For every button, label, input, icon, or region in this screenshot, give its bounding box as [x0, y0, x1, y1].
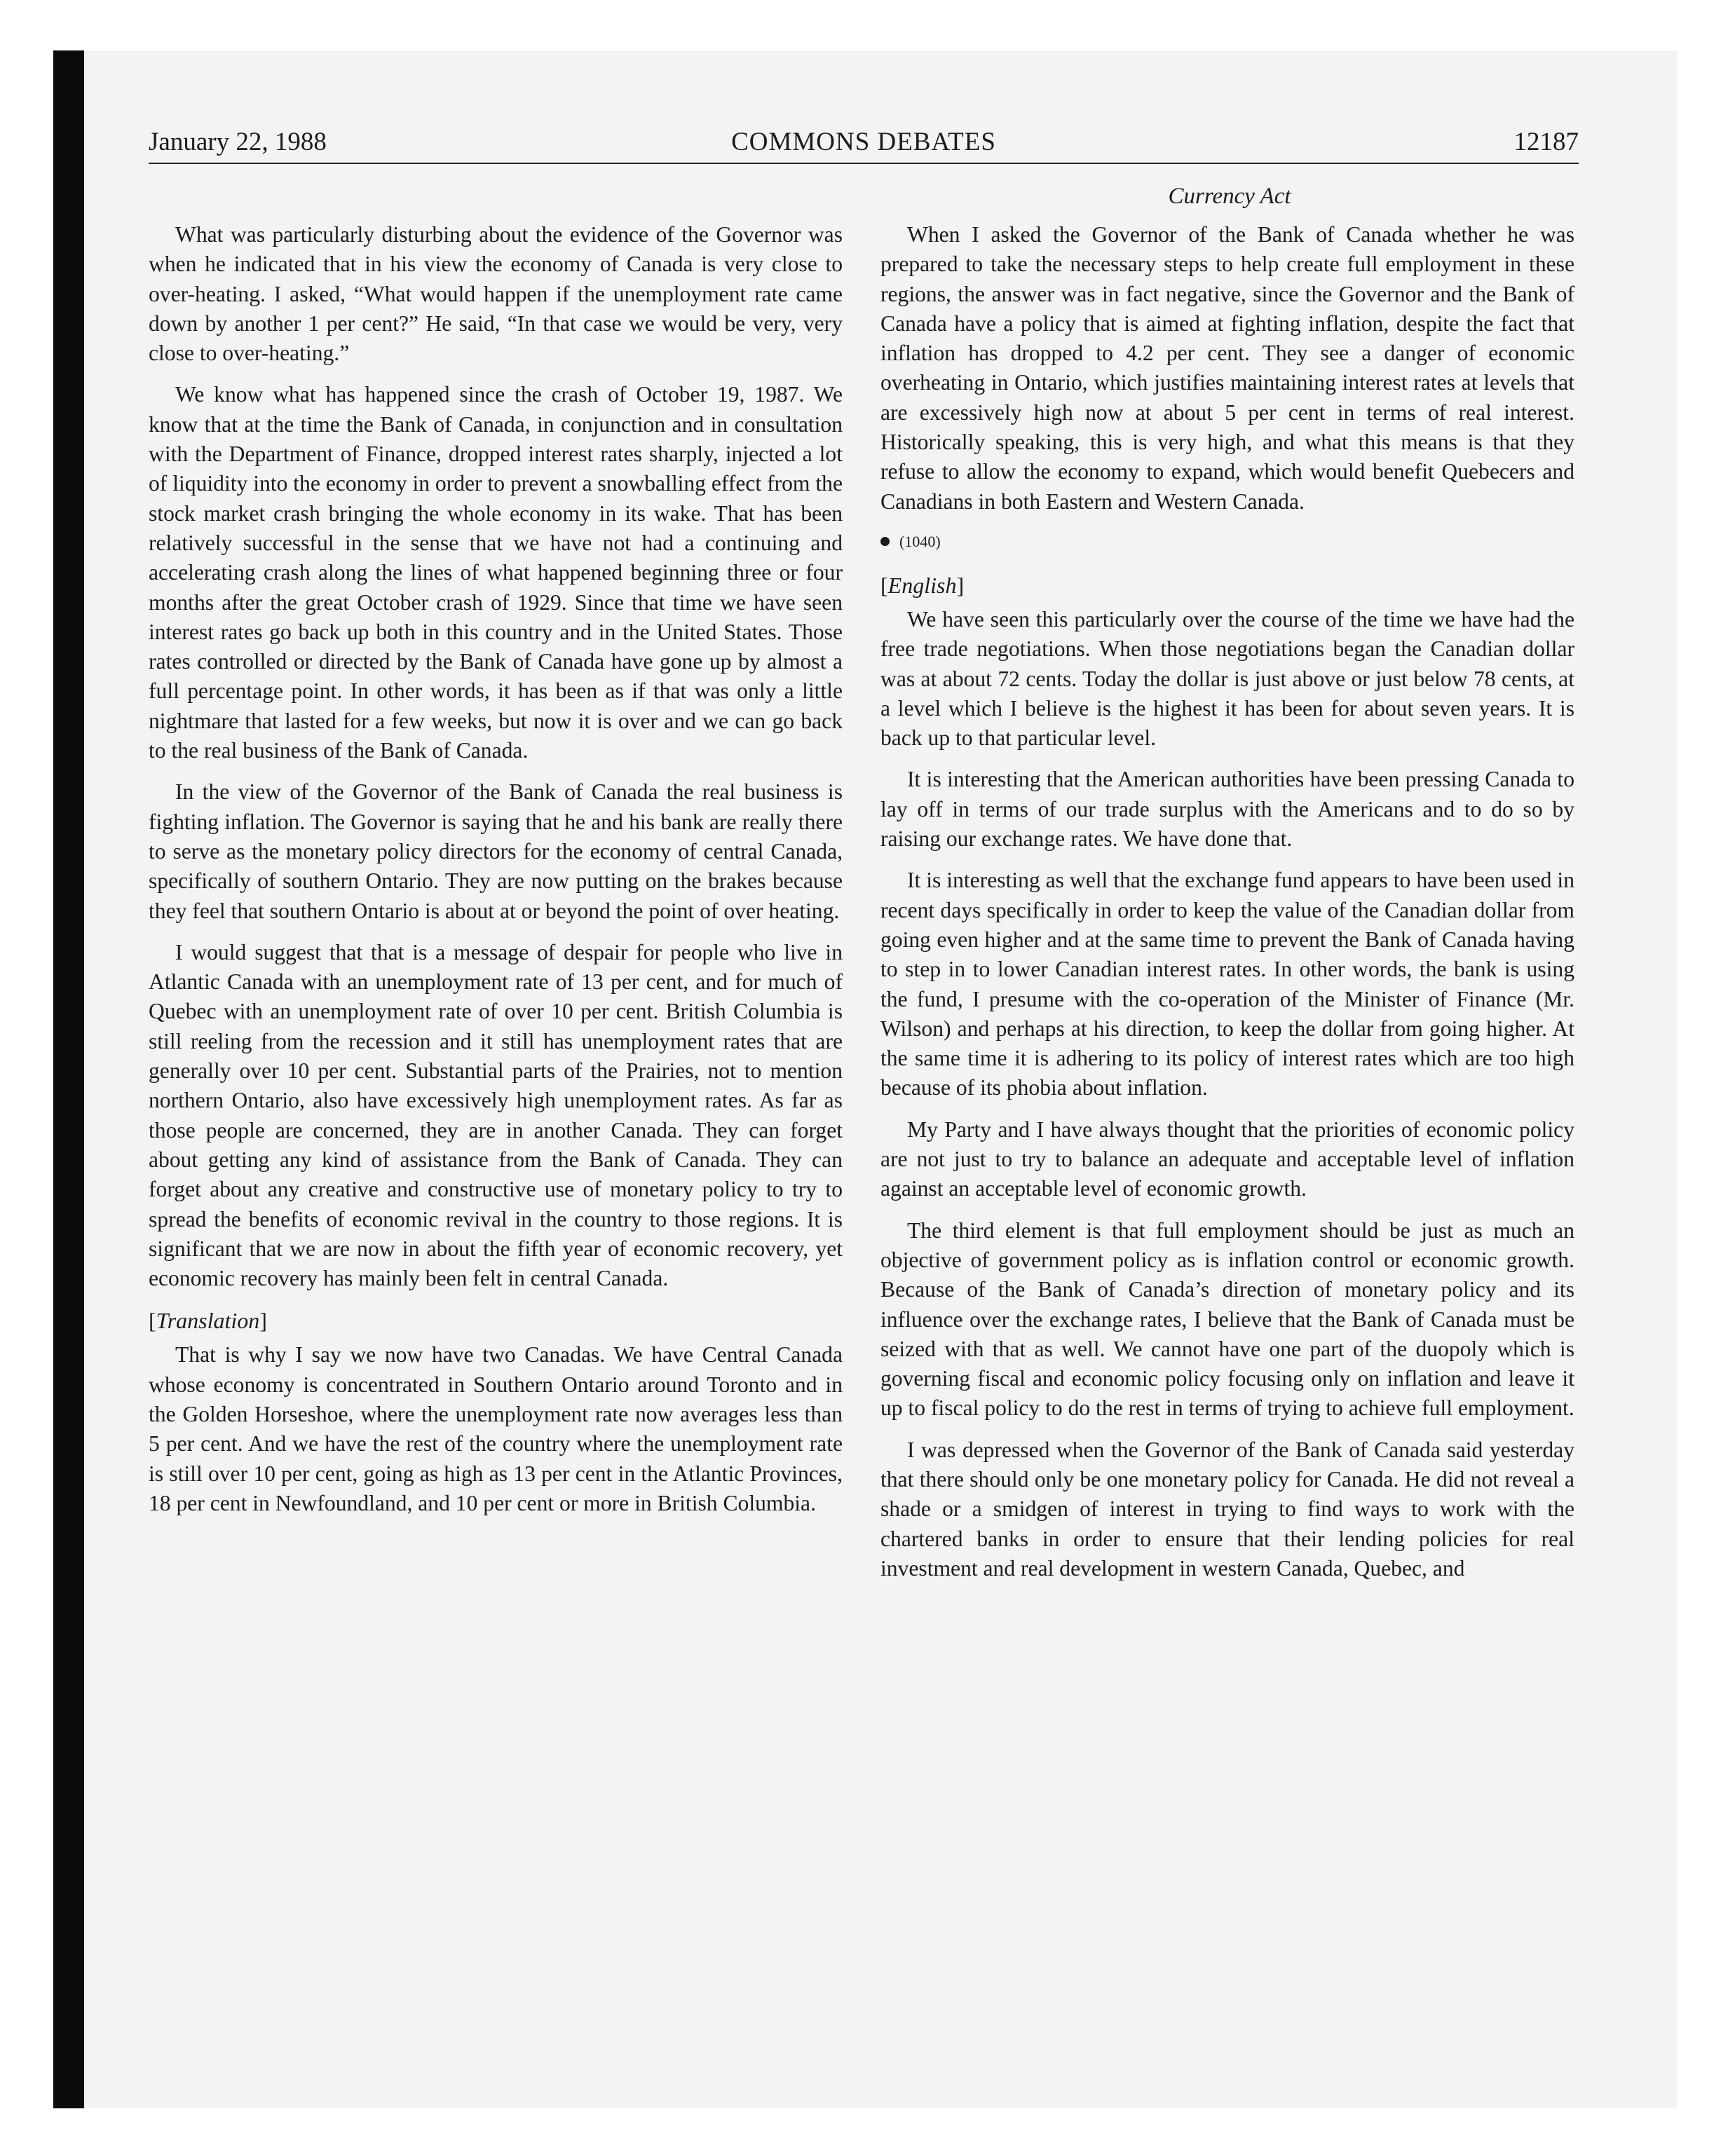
header-rule: [149, 163, 1579, 164]
right-column: [880, 220, 1574, 1595]
left-column: [149, 220, 843, 1530]
scan-binding-edge: [53, 50, 84, 2108]
paragraph: It is interesting that the American authorities have been pressing Canada to lay off in terms of our trade surplus with the Americans and to do so by raising our exchange rates. We have done that.: [880, 767, 1574, 852]
paragraph: In the view of the Governor of the Bank of Canada the real business is fighting inflation. The Governor is saying that he and his bank are really there to serve as the monetary policy directors for the economy of central Canada, specifically of southern Ontario. They are now putting on the brakes because they feel that southern Ontario is about at or beyond the point of over heating.: [149, 779, 843, 923]
time-marker-text: (1040): [899, 532, 941, 550]
paragraph: When I asked the Governor of the Bank of Canada whether he was prepared to take the necessary steps to help create full employment in these regions, the answer was in fact negative, since the Governor and the Bank of Canada have a policy that is aimed at fighting inflation, despite the fact that inflation has dropped to 4.2 per cent. They see a danger of economic overheating in Ontario, which justifies maintaining interest rates at levels that are excessively high now at about 5 per cent in terms of real interest. Historically speaking, this is very high, and what this means is that they refuse to allow the economy to expand, which would benefit Quebecers and Canadians in both Eastern and Western Canada.: [880, 222, 1574, 514]
page-header: [149, 125, 1579, 160]
paragraph: The third element is that full employment should be just as much an objective of government policy as is inflation control or economic growth. Because of the Bank of Canada’s direction of monetary policy and its influence over the exchange rates, I believe that the Bank of Canada must be seized with that as well. We cannot have one part of the duopoly which is governing fiscal and economic policy focusing only on inflation and leave it up to fiscal policy to do the rest in terms of trying to achieve full employment.: [880, 1217, 1574, 1421]
paragraph: We know what has happened since the crash of October 19, 1987. We know that at the time the Bank of Canada, in conjunction and in consultation with the Department of Finance, dropped interest rates sharply, injected a lot of liquidity into the economy in order to prevent a snowballing effect from the stock market crash bringing the whole economy in its wake. That has been relatively successful in the sense that we have not had a continuing and accelerating crash along the lines of what happened beginning three or four months after the great October crash of 1929. Since that time we have seen interest rates go back up both in this country and in the United States. Those rates controlled or directed by the Bank of Canada have gone up by almost a full percentage point. In other words, it has been as if that was only a little nightmare that lasted for a few weeks, but now it is over and we can go back to the real business of the Bank of Canada.: [149, 382, 843, 763]
language-tag-text: English: [887, 572, 957, 598]
header-page-number: 12187: [1513, 128, 1579, 156]
paragraph: We have seen this particularly over the course of the time we have had the free trade negotiations. When those negotiations began the Canadian dollar was at about 72 cents. Today the dollar is just above or just below 78 cents, at a level which I believe is the highest it has been for about seven years. It is back up to that particular level.: [880, 606, 1574, 751]
language-tag: [English]: [880, 572, 965, 598]
paragraph: I was depressed when the Governor of the Bank of Canada said yesterday that there should only be one monetary policy for Canada. He did not reveal a shade or a smidgen of interest in trying to find ways to work with the chartered banks in order to ensure that their lending policies for real investment and real development in western Canada, Quebec, and: [880, 1437, 1574, 1581]
paragraph: It is interesting as well that the exchange fund appears to have been used in recent days specifically in order to keep the value of the Canadian dollar from going even higher and at the same time to prevent the Bank of Canada having to step in to lower Canadian interest rates. In other words, the bank is using the fund, I presume with the co-operation of the Minister of Finance (Mr. Wilson) and perhaps at his direction, to keep the dollar from going higher. At the same time it is adhering to its policy of interest rates which are too high because of its phobia about inflation.: [880, 868, 1574, 1100]
paragraph: What was particularly disturbing about the evidence of the Governor was when he indicated that in his view the economy of Canada is very close to over-heating. I asked, “What would happen if the unemployment rate came down by another 1 per cent?” He said, “In that case we would be very, very close to over-heating.”: [149, 222, 843, 366]
header-date: January 22, 1988: [149, 128, 327, 156]
paragraph: That is why I say we now have two Canadas. We have Central Canada whose economy is concentrated in Southern Ontario around Toronto and in the Golden Horseshoe, where the unemployment rate now averages less than 5 per cent. And we have the rest of the country where the unemployment rate is still over 10 per cent, going as high as 13 per cent in the Atlantic Provinces, 18 per cent in Newfoundland, and 10 per cent or more in British Columbia.: [149, 1342, 843, 1515]
bullet-icon: [880, 537, 890, 546]
header-publication: COMMONS DEBATES: [731, 128, 996, 156]
paragraph: I would suggest that that is a message of despair for people who live in Atlantic Canada with an unemployment rate of 13 per cent, and for much of Quebec with an unemployment rate of over 10 per cent. British Columbia is still reeling from the recession and it still has unemployment rates that are generally over 10 per cent. Substantial parts of the Prairies, not to mention northern Ontario, also have excessively high unemployment rates. As far as those people are concerned, they are in another Canada. They can forget about getting any kind of assistance from the Bank of Canada. They can forget about any creative and constructive use of monetary policy to try to spread the benefits of economic revival in the country to those regions. It is significant that we are now in about the fifth year of economic recovery, yet economic recovery has mainly been felt in central Canada.: [149, 939, 843, 1291]
running-head: Currency Act: [1168, 184, 1291, 209]
paragraph: My Party and I have always thought that the priorities of economic policy are not just to try to balance an adequate and acceptable level of inflation against an acceptable level of economic growth.: [880, 1117, 1574, 1201]
language-tag-text: Translation: [156, 1308, 260, 1334]
time-marker: [880, 529, 1574, 554]
language-tag: [Translation]: [149, 1308, 267, 1334]
